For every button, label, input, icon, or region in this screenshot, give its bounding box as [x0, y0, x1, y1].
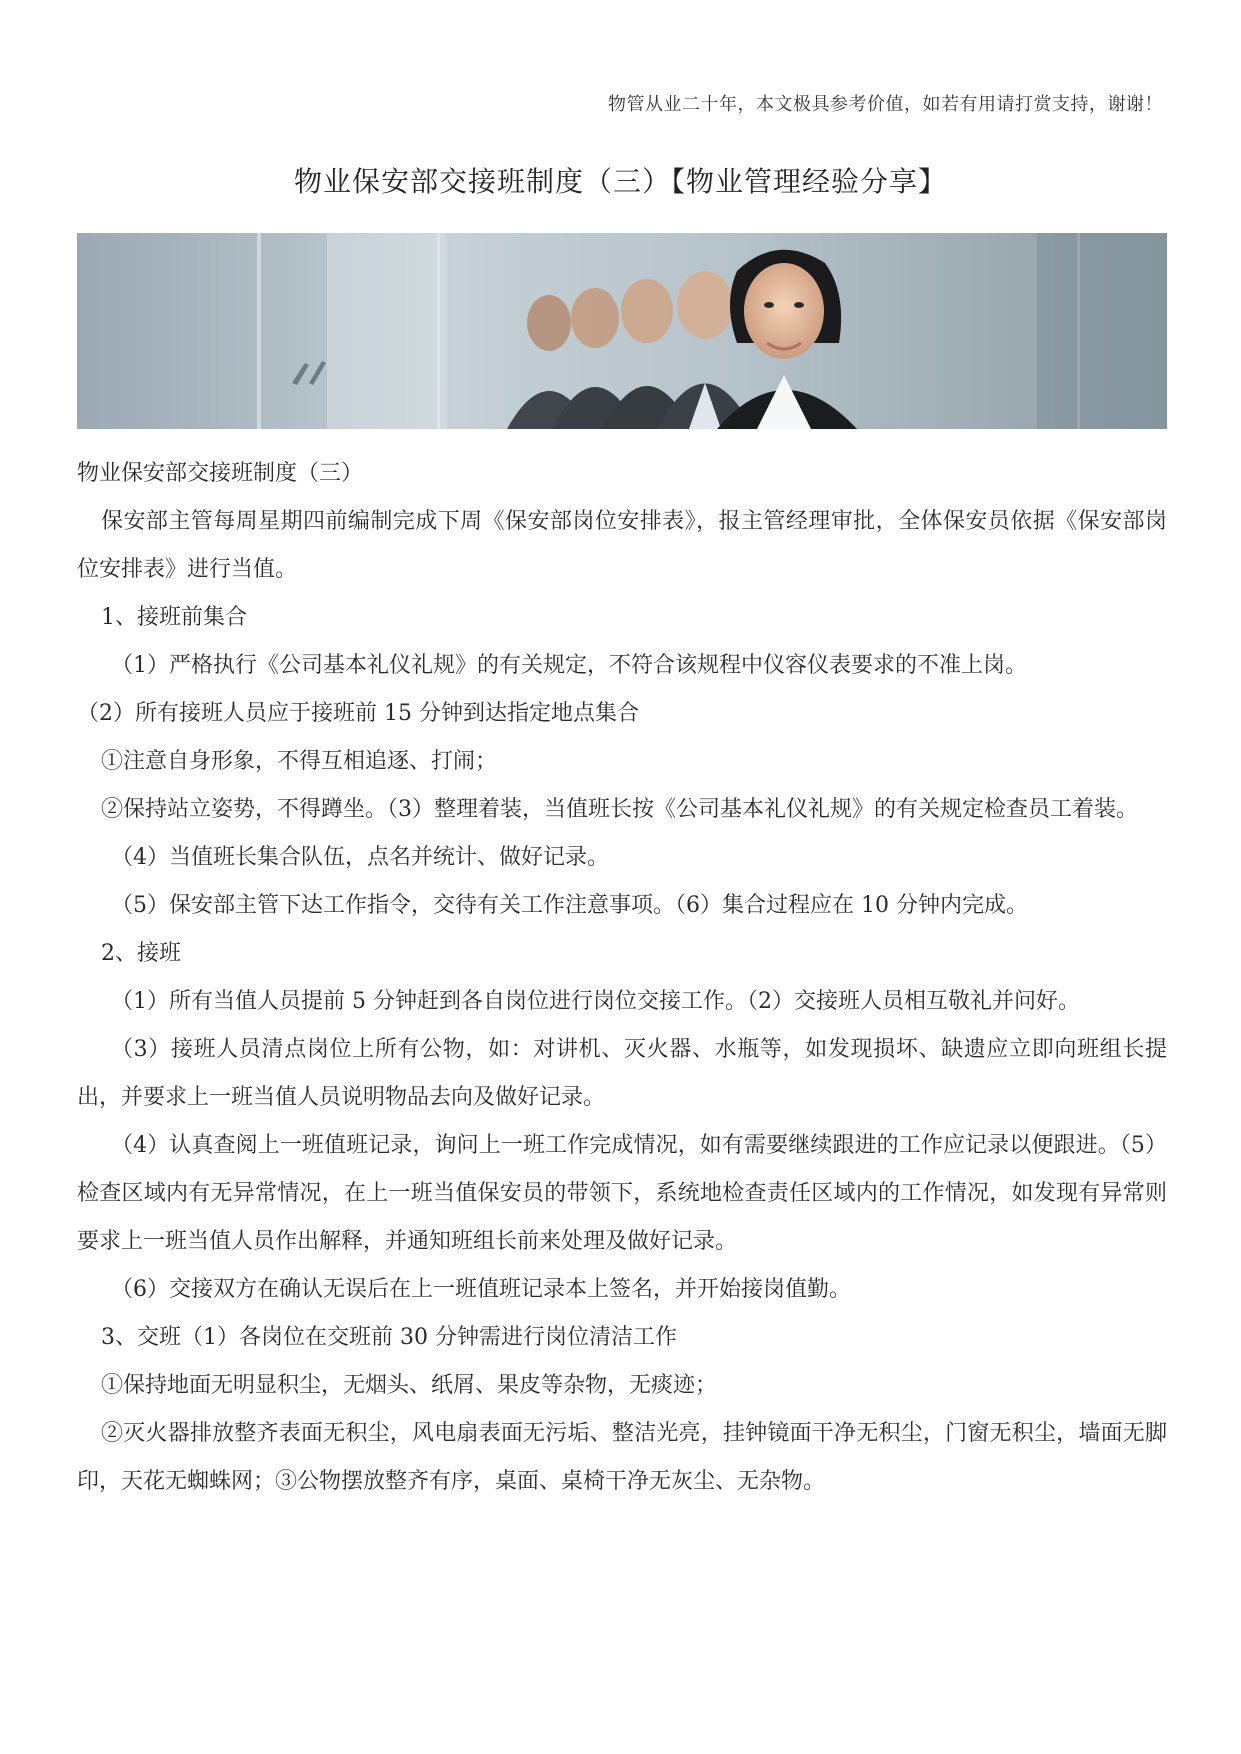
paragraph: ②保持站立姿势，不得蹲坐。（3）整理着装，当值班长按《公司基本礼仪礼规》的有关规定检查员工着装。 — [101, 797, 1139, 822]
section-heading: 3、交班（1）各岗位在交班前 30 分钟需进行岗位清洁工作 — [101, 1325, 677, 1350]
paragraph: （1）所有当值人员提前 5 分钟赶到各自岗位进行岗位交接工作。（2）交接班人员相互敬礼并问好。 — [111, 989, 1080, 1014]
paragraph: （1）严格执行《公司基本礼仪礼规》的有关规定，不符合该规程中仪容仪表要求的不准上岗。 — [111, 653, 1028, 678]
paragraph: （4）当值班长集合队伍，点名并统计、做好记录。 — [111, 845, 609, 870]
paragraph: （5）保安部主管下达工作指令，交待有关工作注意事项。（6）集合过程应在 10 分钟内完成。 — [111, 893, 1028, 918]
paragraph: （3）接班人员清点岗位上所有公物，如：对讲机、灭火器、水瓶等，如发现损坏、缺遗应立即向班组长提出，并要求上一班当值人员说明物品去向及做好记录。 — [77, 1037, 1167, 1110]
header-note: 物管从业二十年，本文极具参考价值，如若有用请打赏支持，谢谢！ — [608, 94, 1163, 115]
section-heading: 物业保安部交接班制度（三） — [77, 461, 364, 486]
paragraph: ②灭火器排放整齐表面无积尘，风电扇表面无污垢、整洁光亮，挂钟镜面干净无积尘，门窗无积尘，墙面无脚印，天花无蜘蛛网；③公物摆放整齐有序，桌面、桌椅干净无灰尘、无杂物。 — [77, 1421, 1167, 1494]
section-heading: 2、接班 — [101, 941, 181, 966]
paragraph: 保安部主管每周星期四前编制完成下周《保安部岗位安排表》，报主管经理审批，全体保安员依据《保安部岗位安排表》进行当值。 — [77, 509, 1167, 582]
document-body — [77, 450, 1167, 1506]
paragraph: ①注意自身形象，不得互相追逐、打闹； — [101, 749, 498, 774]
document-title: 物业保安部交接班制度（三）【物业管理经验分享】 — [293, 165, 947, 198]
section-heading: 1、接班前集合 — [101, 605, 247, 630]
paragraph: ①保持地面无明显积尘，无烟头、纸屑、果皮等杂物，无痰迹； — [101, 1373, 718, 1398]
paragraph: （6）交接双方在确认无误后在上一班值班记录本上签名，并开始接岗值勤。 — [111, 1277, 851, 1302]
team-photo-illustration — [77, 233, 1167, 429]
paragraph: （4）认真查阅上一班值班记录，询问上一班工作完成情况，如有需要继续跟进的工作应记录以便跟进。（5）检查区域内有无异常情况，在上一班当值保安员的带领下，系统地检查责任区域内的工作情况，如发现有异常则要求上一班当值人员作出解释，并通知班组长前来处理及做好记录。 — [77, 1133, 1167, 1254]
paragraph: （2）所有接班人员应于接班前 15 分钟到达指定地点集合 — [77, 701, 639, 726]
banner-image — [77, 233, 1167, 429]
